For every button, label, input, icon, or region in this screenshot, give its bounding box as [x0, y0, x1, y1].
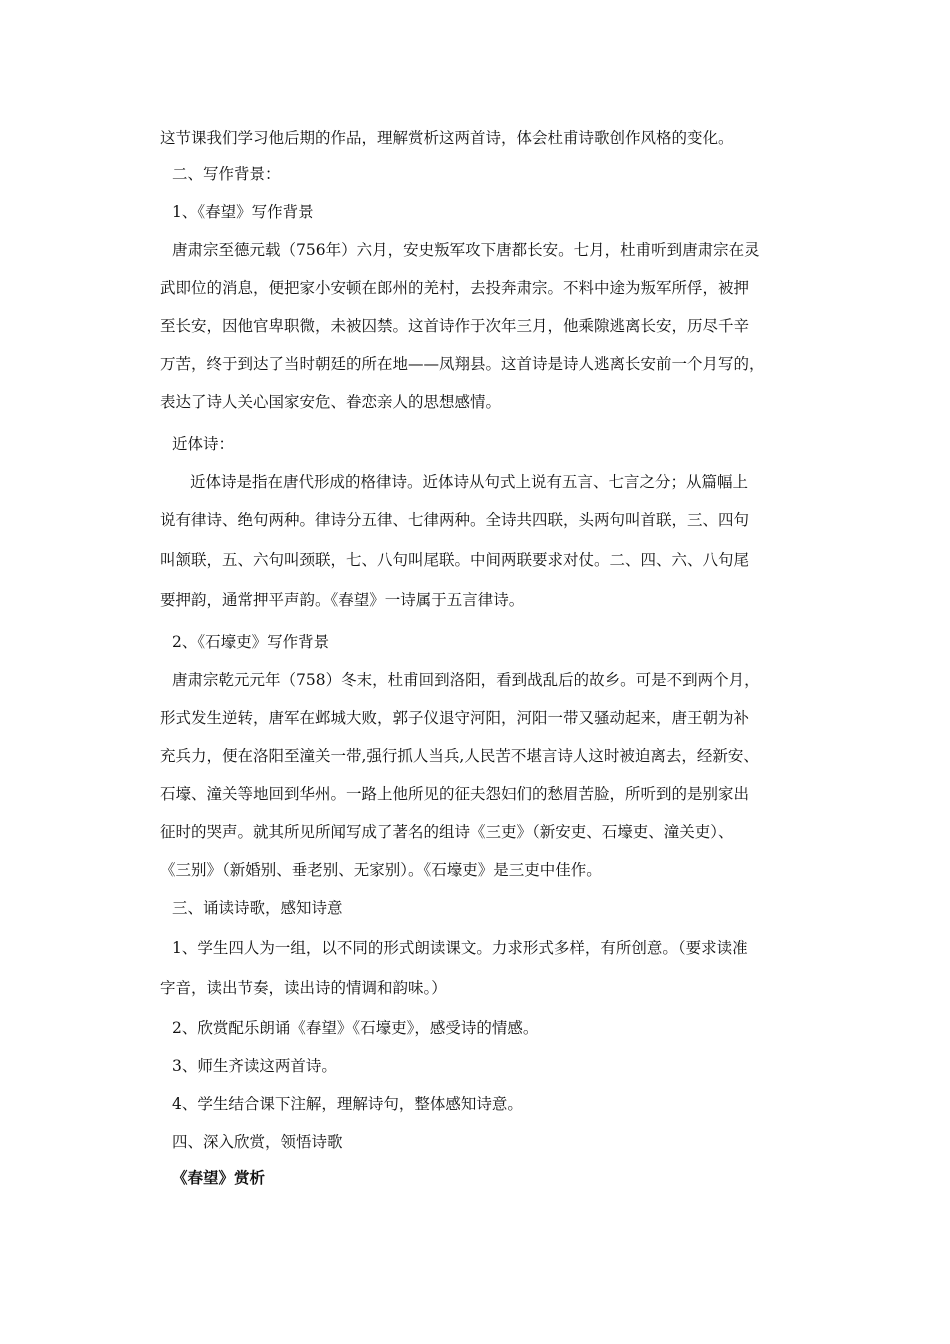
subsection-heading: 1、《春望》写作背景	[172, 203, 314, 221]
paragraph-line: 充兵力，便在洛阳至潼关一带,强行抓人当兵,人民苦不堪言诗人这时被迫离去，经新安、	[160, 747, 759, 765]
paragraph-line: 唐肃宗至德元载（756年）六月，安史叛军攻下唐都长安。七月，杜甫听到唐肃宗在灵	[172, 241, 760, 259]
paragraph-line: 《三别》（新婚别、垂老别、无家别）。《石壕吏》是三吏中佳作。	[160, 861, 602, 879]
paragraph-line: 表达了诗人关心国家安危、眷恋亲人的思想感情。	[160, 393, 502, 411]
section-heading: 二、写作背景：	[172, 165, 281, 183]
section-heading: 三、诵读诗歌，感知诗意	[172, 899, 343, 917]
paragraph-line: 这节课我们学习他后期的作品，理解赏析这两首诗，体会杜甫诗歌创作风格的变化。	[160, 129, 734, 147]
paragraph-line: 说有律诗、绝句两种。律诗分五律、七律两种。全诗共四联，头两句叫首联，三、四句	[160, 511, 750, 529]
paragraph-line: 近体诗是指在唐代形成的格律诗。近体诗从句式上说有五言、七言之分；从篇幅上	[190, 473, 749, 491]
subsection-heading: 2、《石壕吏》写作背景	[172, 633, 330, 651]
paragraph-line: 征时的哭声。就其所见所闻写成了著名的组诗《三吏》（新安吏、石壕吏、潼关吏）、	[160, 823, 734, 841]
analysis-heading: 《春望》赏析	[172, 1168, 266, 1187]
list-item: 4、学生结合课下注解，理解诗句，整体感知诗意。	[172, 1095, 523, 1113]
paragraph-line: 石壕、潼关等地回到华州。一路上他所见的征夫怨妇们的愁眉苦脸，所听到的是别家出	[160, 785, 750, 803]
section-heading: 四、深入欣赏，领悟诗歌	[172, 1133, 343, 1151]
list-item: 2、欣赏配乐朗诵《春望》《石壕吏》，感受诗的情感。	[172, 1019, 539, 1037]
paragraph-line: 至长安，因他官卑职微，未被囚禁。这首诗作于次年三月，他乘隙逃离长安，历尽千辛	[160, 317, 750, 335]
term-heading: 近体诗：	[172, 435, 235, 453]
paragraph-line: 万苦，终于到达了当时朝廷的所在地——凤翔县。这首诗是诗人逃离长安前一个月写的，	[160, 355, 765, 373]
paragraph-line: 形式发生逆转，唐军在邺城大败，郭子仪退守河阳，河阳一带又骚动起来，唐王朝为补	[160, 709, 750, 727]
paragraph-line: 唐肃宗乾元元年（758）冬末，杜甫回到洛阳，看到战乱后的故乡。可是不到两个月，	[172, 671, 760, 689]
paragraph-line: 叫颔联，五、六句叫颈联，七、八句叫尾联。中间两联要求对仗。二、四、六、八句尾	[160, 551, 750, 569]
paragraph-line: 武即位的消息，便把家小安顿在郎州的羌村，去投奔肃宗。不料中途为叛军所俘，被押	[160, 279, 750, 297]
paragraph-line: 字音，读出节奏，读出诗的情调和韵味。）	[160, 979, 447, 997]
paragraph-line: 1、学生四人为一组，以不同的形式朗读课文。力求形式多样，有所创意。（要求读准	[172, 939, 748, 957]
paragraph-line: 要押韵，通常押平声韵。《春望》一诗属于五言律诗。	[160, 591, 525, 609]
list-item: 3、师生齐读这两首诗。	[172, 1057, 337, 1075]
